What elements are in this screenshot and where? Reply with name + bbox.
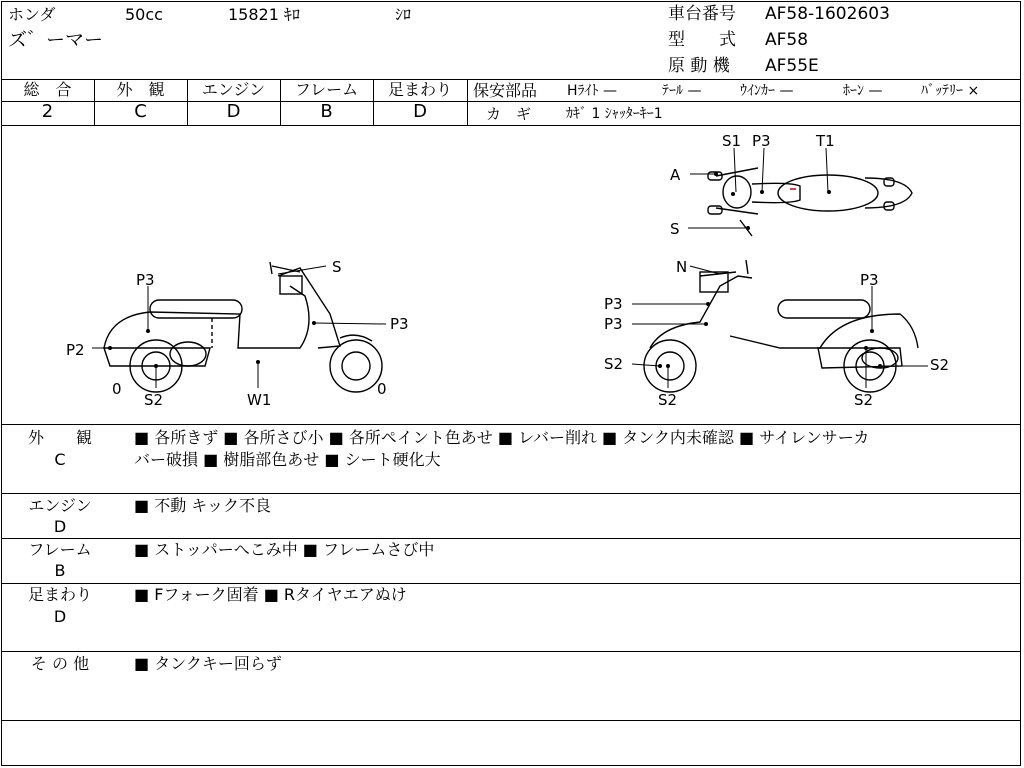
color: ｼﾛ — [395, 5, 412, 24]
maker: ホンダ — [8, 5, 56, 24]
safety-item-horn: ﾎｰﾝ — — [843, 83, 883, 99]
label-zero-left: 0 — [112, 380, 122, 398]
divider — [467, 101, 1021, 102]
note-category-suspension: 足まわり — [27, 585, 92, 604]
label-s1: S1 — [722, 132, 742, 150]
divider — [467, 79, 468, 125]
label-s2-right-c: S2 — [854, 391, 874, 409]
label-p3-left-seat: P3 — [136, 271, 155, 289]
label-s2-right-d: S2 — [930, 356, 950, 374]
note-line: バー破損 ■ 樹脂部色あせ ■ シート硬化大 — [134, 450, 441, 469]
grade-label-overall: 総 合 — [23, 80, 72, 99]
safety-item-headlight: Hﾗｲﾄ — — [567, 83, 617, 99]
divider — [1, 651, 1021, 652]
type-value: AF58 — [765, 30, 809, 50]
note-category-other: そ の 他 — [30, 654, 90, 673]
label-p3-left-front: P3 — [390, 315, 409, 333]
note-grade-exterior: C — [54, 450, 66, 469]
label-p3-top: P3 — [752, 132, 771, 150]
model-name: ズ゛ーマー — [8, 29, 104, 51]
grade-label-suspension: 足まわり — [387, 80, 452, 99]
grade-label-frame: フレーム — [294, 80, 359, 99]
divider — [1, 424, 1021, 425]
key-text: ｶｷﾞ 1 ｼｬｯﾀｰｷｰ1 — [566, 106, 663, 122]
displacement: 50cc — [125, 5, 163, 24]
divider — [1, 720, 1021, 721]
safety-title: 保安部品 — [473, 81, 538, 100]
safety-item-battery: ﾊﾞｯﾃﾘｰ × — [921, 83, 980, 99]
frame-no: AF58-1602603 — [765, 4, 890, 24]
label-s2-left: S2 — [144, 391, 164, 409]
label-p3-right-seat: P3 — [860, 271, 879, 289]
type-label: 型 式 — [668, 30, 736, 50]
grade-label-engine: エンジン — [201, 80, 266, 99]
top-view-scooter — [708, 168, 912, 236]
grade-value-exterior: C — [134, 101, 147, 122]
label-n: N — [676, 258, 688, 276]
note-line: ■ ストッパーへこみ中 ■ フレームさび中 — [134, 540, 435, 559]
note-line: ■ 不動 キック不良 — [134, 496, 271, 515]
label-a: A — [670, 166, 681, 184]
label-s-left: S — [332, 258, 342, 276]
safety-item-winker: ｳｲﾝｶｰ — — [740, 83, 794, 99]
note-category-engine: エンジン — [28, 496, 92, 515]
engine-value: AF55E — [765, 56, 819, 76]
label-t1: T1 — [816, 132, 835, 150]
label-p3-right-a: P3 — [604, 295, 623, 313]
note-grade-engine: D — [53, 517, 67, 536]
frame-no-label: 車台番号 — [668, 4, 736, 24]
label-s2-right-b: S2 — [658, 391, 678, 409]
divider — [1, 493, 1021, 494]
label-w1: W1 — [247, 391, 272, 409]
label-zero-right: 0 — [377, 380, 387, 398]
grade-value-engine: D — [226, 101, 241, 122]
note-line: ■ 各所きず ■ 各所さび小 ■ 各所ペイント色あせ ■ レバー削れ ■ タンク内未確認 ■ サイレンサーカ — [134, 428, 870, 447]
label-s-top: S — [670, 220, 680, 238]
note-line: ■ Fフォーク固着 ■ Rタイヤエアぬけ — [134, 585, 407, 604]
engine-label: 原 動 機 — [668, 56, 730, 76]
label-p2: P2 — [66, 341, 85, 359]
note-category-exterior: 外 観 — [27, 428, 92, 447]
grade-value-frame: B — [320, 101, 333, 122]
scooter-diagram — [0, 126, 1022, 424]
note-grade-suspension: D — [53, 607, 67, 626]
note-grade-frame: B — [54, 561, 66, 580]
grade-label-exterior: 外 観 — [116, 80, 165, 99]
label-p3-right-b: P3 — [604, 315, 623, 333]
safety-item-tail: ﾃｰﾙ — — [662, 83, 702, 99]
grade-value-overall: 2 — [41, 101, 54, 122]
grade-value-suspension: D — [413, 101, 427, 122]
label-s2-right-a: S2 — [604, 355, 624, 373]
mileage: 15821 ｷﾛ — [228, 5, 300, 24]
key-label: カ ギ — [486, 105, 532, 123]
note-line: ■ タンクキー回らず — [134, 654, 282, 673]
note-category-frame: フレーム — [28, 540, 92, 559]
